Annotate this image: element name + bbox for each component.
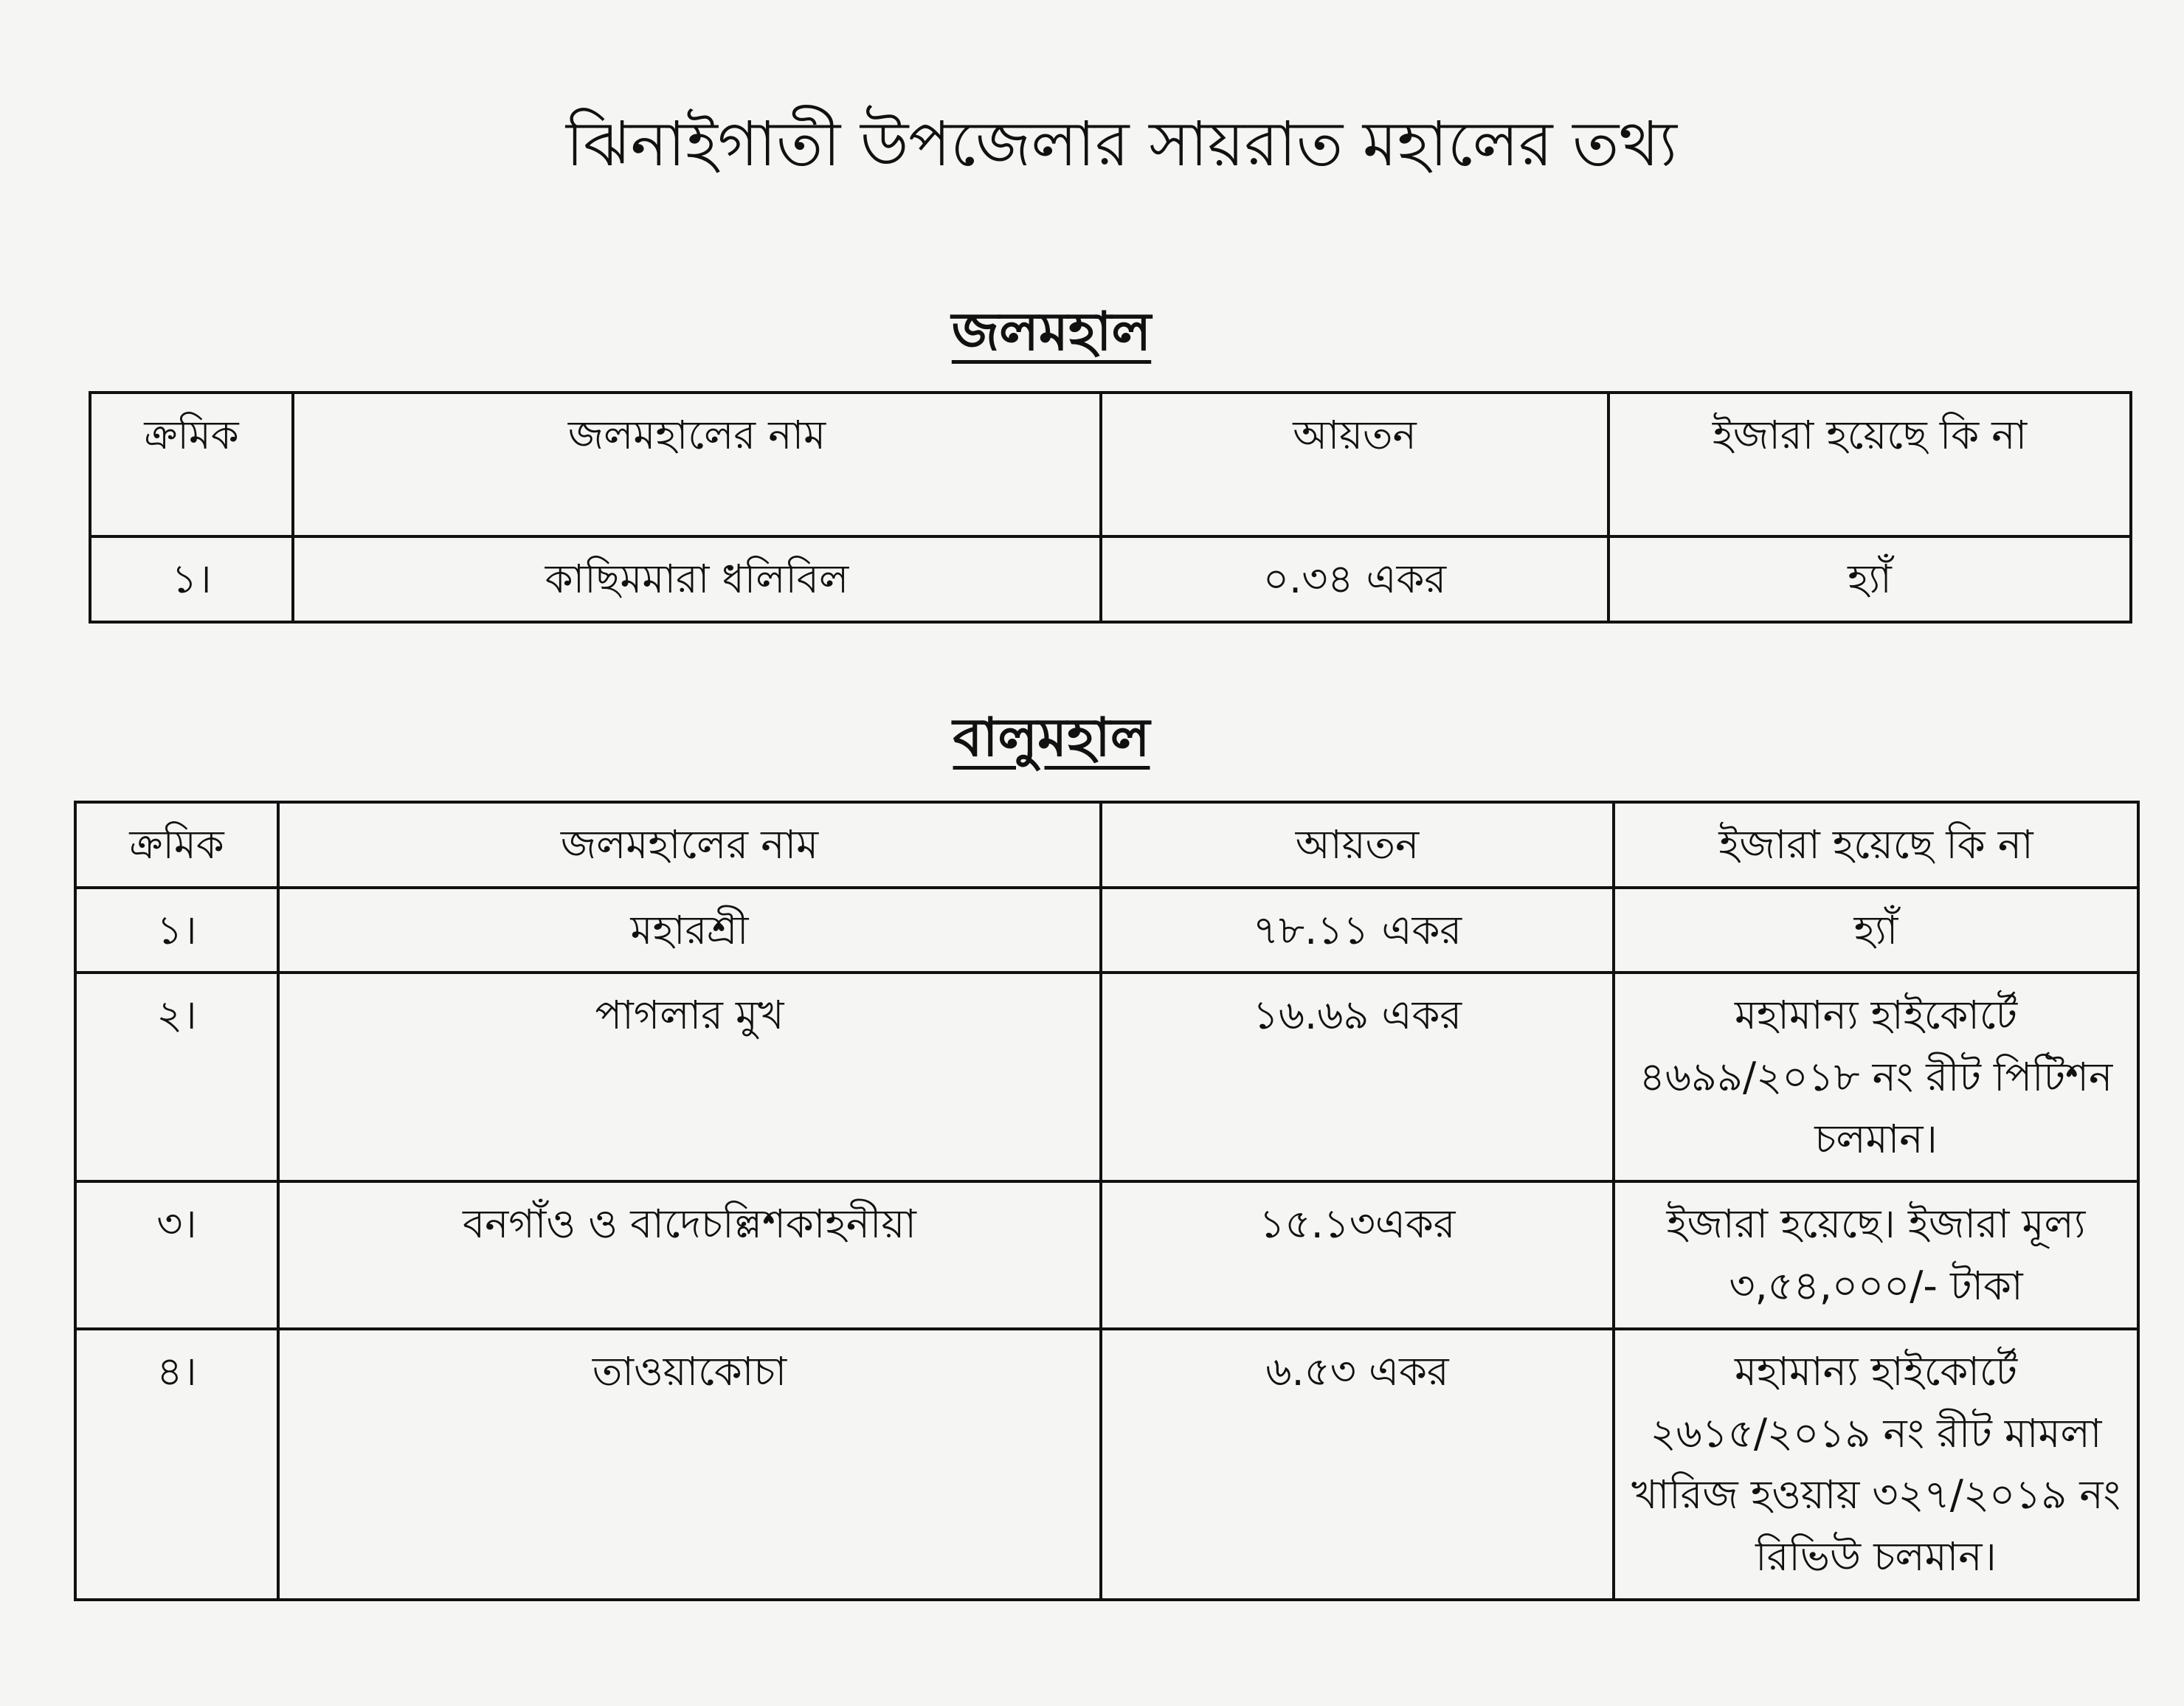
header-serial: ক্রমিক bbox=[75, 802, 278, 888]
cell-lease-status: হ্যাঁ bbox=[1608, 536, 2131, 622]
balumahal-heading-text: বালুমহাল bbox=[953, 706, 1150, 768]
cell-serial: ৪। bbox=[75, 1329, 278, 1600]
balumahal-heading bbox=[0, 697, 2103, 786]
cell-name: মহারশ্রী bbox=[278, 888, 1101, 973]
header-serial: ক্রমিক bbox=[90, 393, 293, 536]
cell-lease-status: ইজারা হয়েছে। ইজারা মূল্য ৩,৫৪,০০০/- টাকা bbox=[1614, 1181, 2138, 1328]
table-row bbox=[75, 1181, 2138, 1328]
table-row bbox=[75, 1329, 2138, 1600]
cell-area: ১৫.১৩একর bbox=[1101, 1181, 1614, 1328]
table-row bbox=[75, 973, 2138, 1181]
cell-lease-status: হ্যাঁ bbox=[1614, 888, 2138, 973]
jalmahal-heading-text: জলমহাল bbox=[951, 300, 1152, 362]
header-area: আয়তন bbox=[1101, 802, 1614, 888]
cell-serial: ১। bbox=[90, 536, 293, 622]
header-lease-status: ইজারা হয়েছে কি না bbox=[1614, 802, 2138, 888]
table-header-row bbox=[75, 802, 2138, 888]
document-title: ঝিনাইগাতী উপজেলার সায়রাত মহালের তথ্য bbox=[566, 108, 1677, 180]
cell-lease-status: মহামান্য হাইকোর্টে ৪৬৯৯/২০১৮ নং রীট পিটিশন চলমান। bbox=[1614, 973, 2138, 1181]
cell-area: ৬.৫৩ একর bbox=[1101, 1329, 1614, 1600]
header-name: জলমহালের নাম bbox=[278, 802, 1101, 888]
cell-serial: ১। bbox=[75, 888, 278, 973]
cell-lease-status: মহামান্য হাইকোর্টে ২৬১৫/২০১৯ নং রীট মামলা খারিজ হওয়ায় ৩২৭/২০১৯ নং রিভিউ চলমান। bbox=[1614, 1329, 2138, 1600]
cell-area: ৭৮.১১ একর bbox=[1101, 888, 1614, 973]
cell-name: পাগলার মুখ bbox=[278, 973, 1101, 1181]
jalmahal-heading bbox=[0, 291, 2103, 380]
cell-name: কাছিমমারা ধলিবিল bbox=[293, 536, 1101, 622]
cell-area: ০.৩৪ একর bbox=[1101, 536, 1608, 622]
cell-serial: ৩। bbox=[75, 1181, 278, 1328]
header-area: আয়তন bbox=[1101, 393, 1608, 536]
cell-serial: ২। bbox=[75, 973, 278, 1181]
cell-area: ১৬.৬৯ একর bbox=[1101, 973, 1614, 1181]
table-row bbox=[75, 888, 2138, 973]
header-lease-status: ইজারা হয়েছে কি না bbox=[1608, 393, 2131, 536]
table-row bbox=[90, 536, 2131, 622]
jalmahal-table bbox=[89, 391, 2132, 624]
balumahal-table bbox=[74, 801, 2140, 1601]
table-header-row bbox=[90, 393, 2131, 536]
cell-name: তাওয়াকোচা bbox=[278, 1329, 1101, 1600]
header-name: জলমহালের নাম bbox=[293, 393, 1101, 536]
cell-name: বনগাঁও ও বাদেচল্লিশকাহনীয়া bbox=[278, 1181, 1101, 1328]
